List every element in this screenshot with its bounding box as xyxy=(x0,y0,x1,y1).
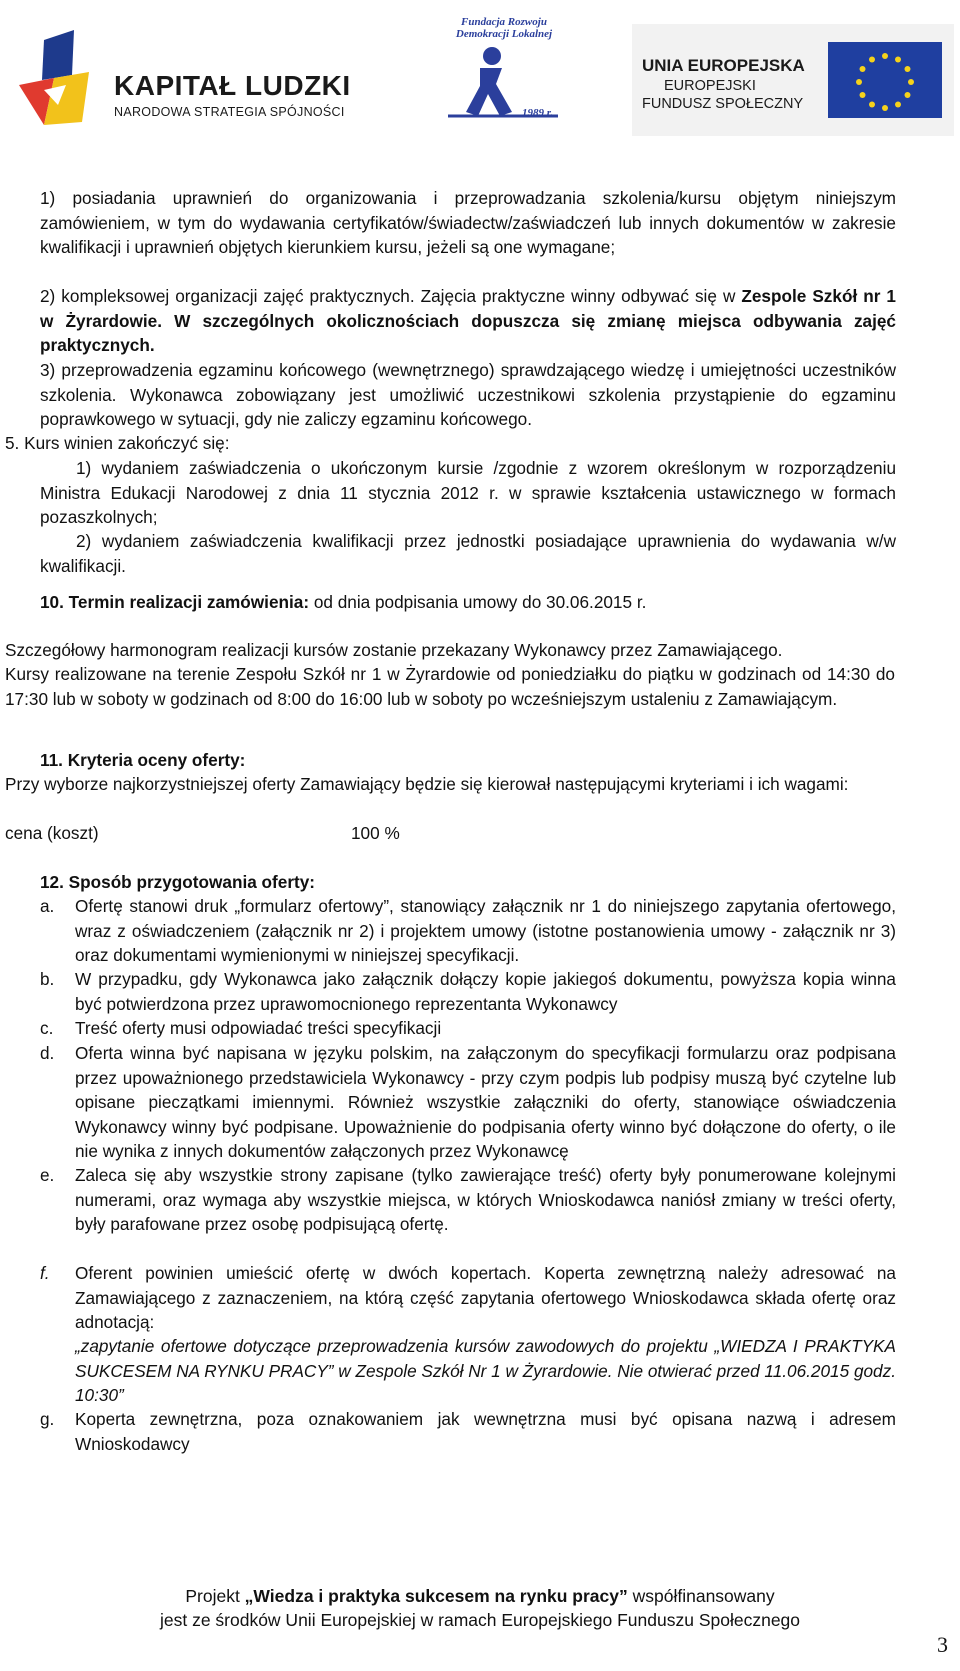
kapital-ludzki-title: KAPITAŁ LUDZKI xyxy=(114,70,351,101)
page-number: 3 xyxy=(937,1632,948,1657)
requirement-1: 1) posiadania uprawnień do organizowania i przeprowadzania szkolenia/kursu objętym niniejszym zamówieniem, w tym do wydawania certyfikatów/świadectw/zaświadczeń lub innych dokumentów w zakresie kwalifikacji i uprawnień objętych kierunkiem kursu, jeżeli są one wymagane; xyxy=(40,188,896,257)
requirement-2: 2) kompleksowej organizacji zajęć praktycznych. Zajęcia praktyczne winny odbywać się w Zespole Szkół nr 1 w Żyrardowie. W szczególnych okolicznościach dopuszcza się zmianę miejsca odbywania zajęć praktycznych. xyxy=(40,286,896,355)
kapital-ludzki-logo xyxy=(14,30,351,140)
frdl-logo xyxy=(440,12,570,124)
footer-line-2: jest ze środków Unii Europejskiej w ramach Europejskiego Funduszu Społecznego xyxy=(159,1610,801,1630)
eu-subtitle: EUROPEJSKI FUNDUSZ SPOŁECZNY xyxy=(642,78,804,112)
item-c-text: Treść oferty musi odpowiadać treści specyfikacji xyxy=(75,1018,442,1038)
item-f-text: Oferent powinien umieścić ofertę w dwóch kopertach. Koperta zewnętrzną należy adresować na Zamawiającego z zaznaczeniem, na którą część zapytania ofertowego Wnioskodawca składa ofertę oraz adnotacją: xyxy=(75,1263,896,1332)
item-d-text: Oferta winna być napisana w języku polskim, na załączonym do specyfikacji formularzu oraz podpisana przez upoważnionego przedstawiciela Wykonawcy - przy czym podpis lub podpisy muszą być czytelne lub opisane pieczątkami imiennymi. Również wszystkie załączniki do oferty, stanowiące oświadczenia Wykonawcy winny być podpisane. Upoważnienie do podpisania oferty winno być dołączone do oferty, o ile nie wynika z innych dokumentów załączonych przez Wykonawcę xyxy=(75,1043,896,1161)
section-12-heading: 12. Sposób przygotowania oferty: xyxy=(40,872,316,892)
kapital-ludzki-emblem-icon xyxy=(14,30,104,140)
item-e-label: e. xyxy=(40,1165,55,1185)
item-d-label: d. xyxy=(40,1043,55,1063)
item-b-label: b. xyxy=(40,969,55,989)
item-a-label: a. xyxy=(40,896,55,916)
item-g-label: g. xyxy=(40,1409,55,1429)
requirement-3: 3) przeprowadzenia egzaminu końcowego (wewnętrznego) sprawdzającego wiedzę i umiejętności uczestników szkolenia. Wykonawca zobowiązany jest umożliwić uczestnikowi szkolenia przystąpienie do egzaminu poprawkowego w sytuacji, gdy nie zaliczy egzaminu końcowego. xyxy=(40,360,896,429)
section-5-item-1: 1) wydaniem zaświadczenia o ukończonym kursie /zgodnie z wzorem określonym w rozporządzeniu Ministra Edukacji Narodowej z dnia 11 stycznia 2012 r. w sprawie kształcenia ustawicznego w formach pozaszkolnych; xyxy=(40,458,896,527)
schedule-paragraph-1: Szczegółowy harmonogram realizacji kursów zostanie przekazany Wykonawcy przez Zamawiającego. xyxy=(5,640,783,660)
eu-fund-logo xyxy=(632,24,954,136)
eu-title: UNIA EUROPEJSKA xyxy=(642,56,805,75)
criterion-name: cena (koszt) xyxy=(5,823,99,843)
schedule-paragraph-2: Kursy realizowane na terenie Zespołu Szkół nr 1 w Żyrardowie od poniedziałku do piątku w godzinach od 14:30 do 17:30 lub w soboty w godzinach od 8:00 do 16:00 lub w soboty po wcześniejszym ustaleniu z Zamawiającym. xyxy=(5,664,895,709)
item-b-text: W przypadku, gdy Wykonawca jako załącznik dołączy kopie jakiegoś dokumentu, powyższa kopia winna być potwierdzona przez uprawomocnionego reprezentanta Wykonawcy xyxy=(75,969,896,1014)
item-c-label: c. xyxy=(40,1018,54,1038)
section-5-heading: 5. Kurs winien zakończyć się: xyxy=(5,433,230,453)
section-11-heading: 11. Kryteria oceny oferty: xyxy=(40,750,246,770)
page-footer xyxy=(0,1584,960,1632)
frdl-name: Fundacja Rozwoju Demokracji Lokalnej xyxy=(455,16,553,40)
section-5-item-2: 2) wydaniem zaświadczenia kwalifikacji przez jednostki posiadające uprawnienia do wydawania w/w kwalifikacji. xyxy=(40,531,896,576)
section-11-text: Przy wyborze najkorzystniejszej oferty Zamawiający będzie się kierował następującymi kryteriami i ich wagami: xyxy=(5,774,849,794)
item-g-text: Koperta zewnętrzna, poza oznakowaniem jak wewnętrzna musi być opisana nazwą i adresem Wnioskodawcy xyxy=(75,1409,896,1454)
criterion-weight: 100 % xyxy=(351,823,400,843)
section-10-heading: 10. Termin realizacji zamówienia: xyxy=(40,592,310,612)
section-10: 10. Termin realizacji zamówienia: od dnia podpisania umowy do 30.06.2015 r. xyxy=(40,592,647,612)
item-f-label: f. xyxy=(40,1263,50,1283)
item-a-text: Ofertę stanowi druk „formularz ofertowy”, stanowiący załącznik nr 1 do niniejszego zapytania ofertowego, wraz z oświadczeniem (załącznik nr 2) i projektem umowy (istotne postanowienia umowy - załącznik nr 3) oraz dokumentami wymienionymi w niniejszej specyfikacji. xyxy=(75,896,896,965)
frdl-year: 1989 r. xyxy=(522,107,554,119)
footer-line-1: Projekt „Wiedza i praktyka sukcesem na rynku pracy” współfinansowany xyxy=(185,1586,775,1606)
item-f-annotation: „zapytanie ofertowe dotyczące przeprowadzenia kursów zawodowych do projektu „WIEDZA I PRAKTYKA SUKCESEM NA RYNKU PRACY” w Zespole Szkół Nr 1 w Żyrardowie. Nie otwierać przed 11.06.2015 godz. 10:30” xyxy=(75,1336,896,1405)
kapital-ludzki-subtitle: NARODOWA STRATEGIA SPÓJNOŚCI xyxy=(114,105,345,119)
item-e-text: Zaleca się aby wszystkie strony zapisane (tylko zawierające treść) oferty były ponumerowane kolejnymi numerami, oraz wymaga aby wszystkie miejsca, w których Wnioskodawca naniósł zmiany w treści oferty, były parafowane przez osobę podpisującą ofertę. xyxy=(75,1165,896,1234)
eu-flag-icon xyxy=(828,42,942,118)
